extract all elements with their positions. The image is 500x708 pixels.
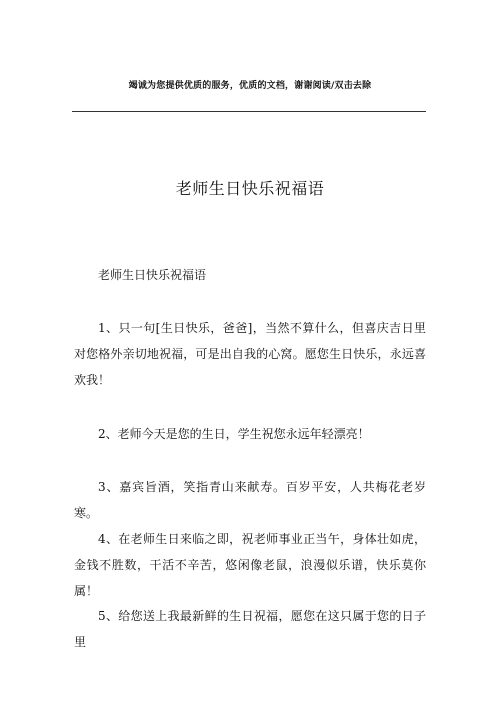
paragraph-1: 1、只一句[生日快乐，爸爸]，当然不算什么，但喜庆吉日里对您格外亲切地祝福，可是出自我的心窝。愿您生日快乐，永远喜欢我！ bbox=[74, 321, 426, 387]
document-subtitle: 老师生日快乐祝福语 bbox=[98, 268, 207, 282]
paragraph-2: 2、老师今天是您的生日，学生祝您永远年轻漂亮！ bbox=[98, 427, 370, 441]
header-note: 竭诚为您提供优质的服务，优质的文档，谢谢阅读/双击去除 bbox=[128, 81, 372, 91]
document-title: 老师生日快乐祝福语 bbox=[175, 179, 325, 198]
paragraph-4: 4、在老师生日来临之即，祝老师事业正当午，身体壮如虎，金钱不胜数，干活不辛苦，悠闲像老鼠，浪漫似乐谱，快乐莫你属！ bbox=[74, 532, 426, 598]
paragraph-3: 3、嘉宾旨酒，笑指青山来献寿。百岁平安，人共梅花老岁寒。 bbox=[74, 480, 426, 520]
paragraph-5: 5、给您送上我最新鲜的生日祝福，愿您在这只属于您的日子里 bbox=[74, 609, 426, 649]
header-divider bbox=[72, 111, 426, 112]
